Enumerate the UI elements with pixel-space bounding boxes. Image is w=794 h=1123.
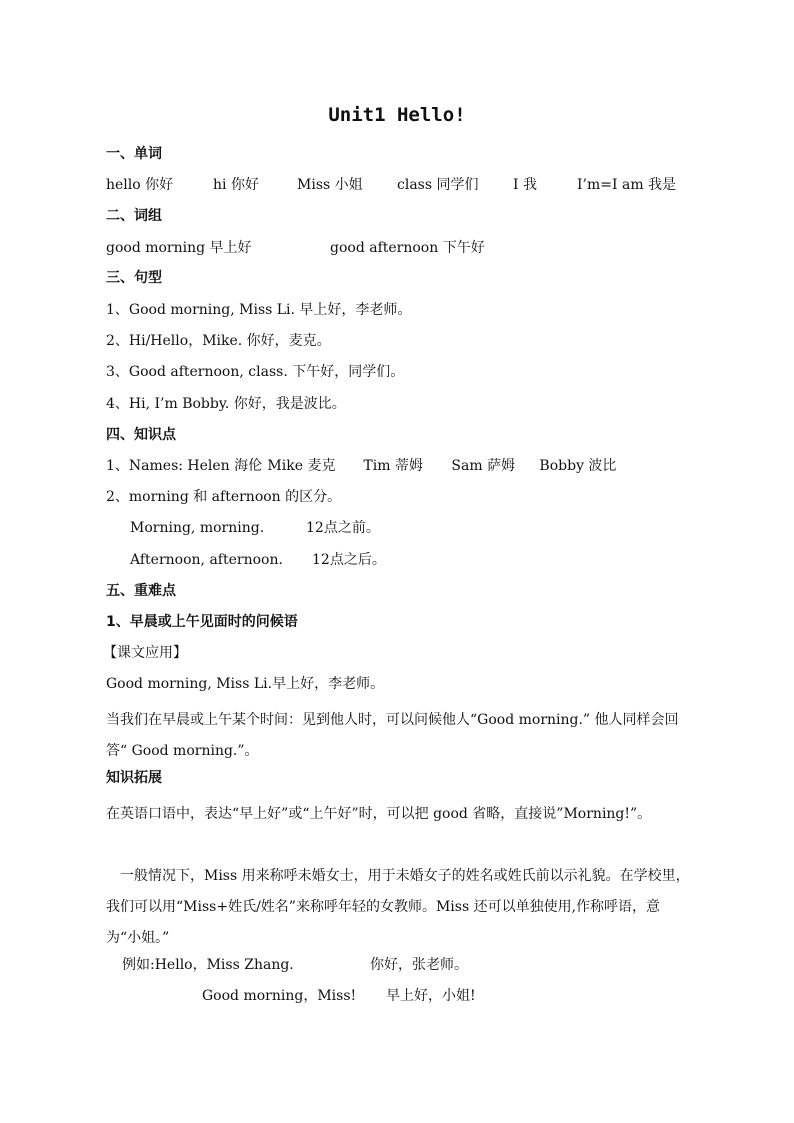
word-item: hello 你好 [106,177,174,193]
names-prefix: 1、Names: [106,458,188,474]
morning-zh: 12点之前。 [306,520,380,536]
text-application-line: Good morning, Miss Li.早上好，李老师。 [106,676,385,692]
text-application-explanation: 当我们在早晨或上午某个时间：见到他人时，可以问候他人“Good morning.” 他人同样会回答“ Good morning.”。 [106,712,679,759]
phrase-item: good morning 早上好 [106,240,252,256]
sentence-item: 4、Hi, I’m Bobby. 你好，我是波比。 [106,396,346,412]
knowledge-extension-label: 知识拓展 [106,770,162,786]
section-heading-vocabulary: 一、单词 [106,146,162,162]
vocabulary-row [106,175,676,195]
afternoon-row [130,550,386,570]
example-row-1 [122,955,468,975]
example-2-zh: 早上好，小姐! [386,988,476,1004]
name-item: Helen 海伦 [187,458,263,474]
section-heading-phrases: 二、词组 [106,208,162,224]
word-item: I’m=I am 我是 [577,177,677,193]
sentence-item: 3、Good afternoon, class. 下午好，同学们。 [106,364,405,380]
word-item: I 我 [513,177,537,193]
phrase-item: good afternoon 下午好 [330,240,485,256]
word-item: hi 你好 [213,177,259,193]
names-row [106,456,616,476]
name-item: Mike 麦克 [267,458,336,474]
section-heading-knowledge: 四、知识点 [106,427,176,443]
name-item: Tim 蒂姆 [363,458,423,474]
knowledge-extension-paragraph-1: 在英语口语中，表达“早上好”或“上午好”时，可以把 good 省略，直接说”Morning!”。 [106,806,652,822]
sentence-item: 1、Good morning, Miss Li. 早上好，李老师。 [106,302,412,318]
knowledge-item-2: 2、morning 和 afternoon 的区分。 [106,489,342,505]
morning-en: Morning, morning. [130,520,265,536]
text-application-label: 【课文应用】 [103,645,187,661]
page-title: Unit1 Hello! [328,104,466,126]
morning-row [130,518,380,538]
section-heading-sentences: 三、句型 [106,270,162,286]
name-item: Sam 萨姆 [451,458,516,474]
name-item: Bobby 波比 [539,458,617,474]
word-item: Miss 小姐 [297,177,363,193]
sentence-item: 2、Hi/Hello，Mike. 你好，麦克。 [106,333,331,349]
example-2-en: Good morning，Miss! [202,988,357,1004]
subheading-greeting: 1、早晨或上午见面时的问候语 [106,614,298,630]
word-item: class 同学们 [397,177,479,193]
example-1-en: 例如:Hello，Miss Zhang. [122,957,294,973]
phrases-row [106,238,485,258]
example-1-zh: 你好，张老师。 [370,957,468,973]
afternoon-en: Afternoon, afternoon. [130,552,283,568]
example-row-2 [202,986,476,1006]
section-heading-key-points: 五、重难点 [106,583,176,599]
knowledge-extension-paragraph-2: 一般情况下，Miss 用来称呼未婚女士，用于未婚女子的姓名或姓氏前以示礼貌。在学校里，我们可以用“Miss+姓氏/姓名”来称呼年轻的女教师。Miss 还可以单独使用,作称呼语，意为“小姐。” [106,868,690,946]
afternoon-zh: 12点之后。 [312,552,386,568]
